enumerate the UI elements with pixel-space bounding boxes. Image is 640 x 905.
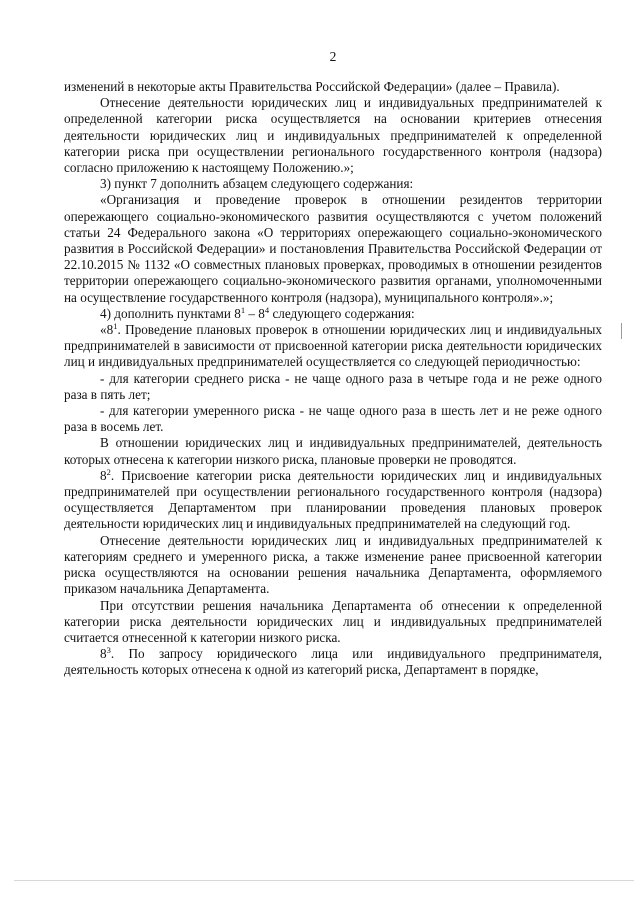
scan-mark (621, 323, 622, 339)
list-item-medium-risk: - для категории среднего риска - не чаще одного раза в четыре года и не реже одного раза в пять лет; (64, 370, 602, 402)
paragraph-risk-change: Отнесение деятельности юридических лиц и индивидуальных предпринимателей к категориям среднего и умеренного риска, а также изменение ранее присвоенной категории риска осуществляются на основании решения начальника Департамента, оформляемого приказом начальника Департамента. (64, 532, 602, 597)
paragraph-rules-reference: изменений в некоторые акты Правительства Российской Федерации» (далее – Правила). (64, 79, 560, 94)
paragraph-item-4 (64, 306, 602, 322)
superscript: 2 (106, 466, 111, 477)
clause-number: «8 (100, 322, 114, 338)
item-4-text: – 8 (245, 305, 265, 321)
paragraph-clause-8-1 (64, 322, 602, 371)
superscript: 1 (240, 304, 246, 315)
paragraph-item-3: 3) пункт 7 дополнить абзацем следующего содержания: (100, 176, 414, 192)
page-number: 2 (329, 49, 337, 64)
paragraph-risk-assignment: Отнесение деятельности юридических лиц и индивидуальных предпринимателей к определенной категории риска осуществляется на основании критериев отнесения деятельности юридических лиц и индивидуальных предпринимателей к определенной категории риска при осуществлении регионального государственного контроля (надзора) согласно приложению к настоящему Положению.»; (64, 95, 602, 176)
document-body (64, 79, 602, 679)
paragraph-clause-8-3 (64, 646, 602, 678)
superscript: 4 (264, 304, 270, 315)
paragraph-clause-8-2 (64, 468, 602, 533)
clause-number: 8 (100, 646, 107, 662)
paragraph-low-risk: В отношении юридических лиц и индивидуальных предпринимателей, деятельность которых отнесена к категории низкого риска, плановые проверки не проводятся. (64, 435, 602, 467)
clause-number: 8 (100, 467, 107, 483)
superscript: 1 (113, 321, 118, 332)
item-4-text: 4) дополнить пунктами 8 (100, 305, 241, 321)
clause-text: . Проведение плановых проверок в отношении юридических лиц и индивидуальных предпринимателей в зависимости от присвоенной категории риска деятельности юридических лиц и индивидуальных предпринимателей осуществляется со следующей периодичностью: (64, 322, 602, 370)
clause-text: . Присвоение категории риска деятельности юридических лиц и индивидуальных предпринимателей при осуществлении регионального государственного контроля (надзора) осуществляется Департаментом при планировании проведения плановых проверок деятельности юридических лиц и индивидуальных предпринимателей на следующий год. (64, 467, 602, 532)
scan-edge-line (14, 880, 634, 881)
list-item-moderate-risk: - для категории умеренного риска - не чаще одного раза в шесть лет и не реже одного раза в восемь лет. (64, 403, 602, 435)
superscript: 3 (106, 645, 111, 656)
paragraph-no-decision: При отсутствии решения начальника Департамента об отнесении к определенной категории риска деятельности юридических лиц и индивидуальных предпринимателей считается отнесенной к категории низкого риска. (64, 597, 602, 645)
paragraph-tor-inspections: «Организация и проведение проверок в отношении резидентов территории опережающего социально-экономического развития осуществляются с учетом положений статьи 24 Федерального закона «О территориях опережающего социально-экономического развития в Российской Федерации» и постановления Правительства Российской Федерации от 22.10.2015 № 1132 «О совместных плановых проверках, проводимых в отношении резидентов территории опережающего социально-экономического развития органами, уполномоченными на осуществление государственного контроля (надзора), муниципального контроля».»; (64, 192, 602, 305)
clause-text: . По запросу юридического лица или индивидуального предпринимателя, деятельность которых отнесена к одной из категорий риска, Департамент в порядке, (64, 646, 602, 678)
item-4-text: следующего содержания: (269, 305, 415, 321)
